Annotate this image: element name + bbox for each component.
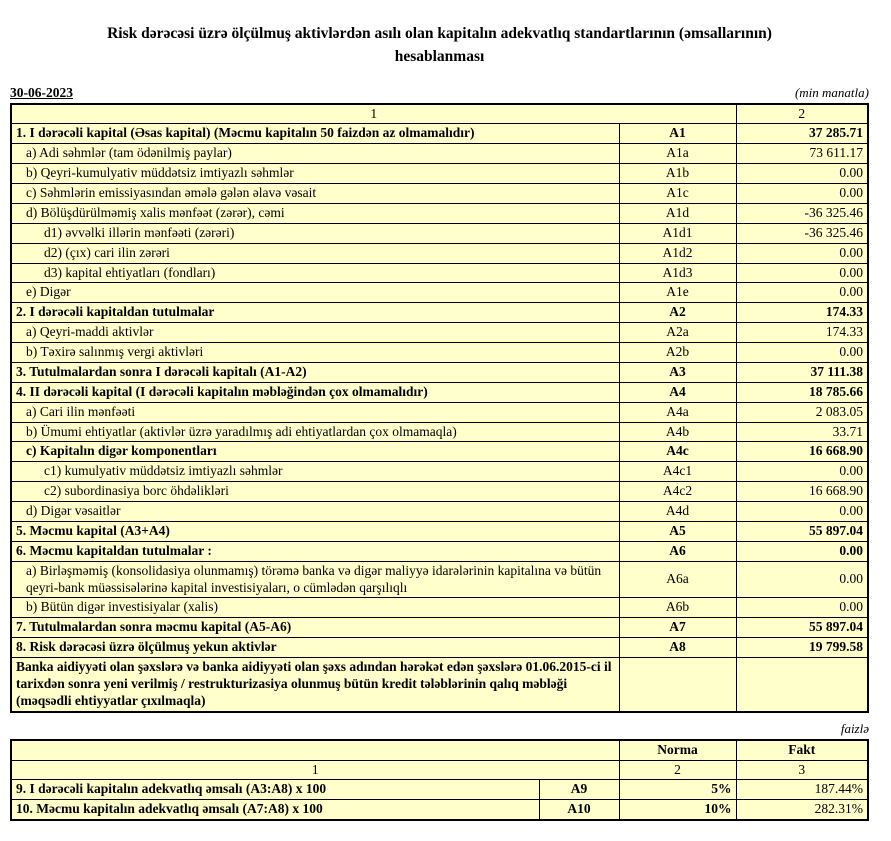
row-value: 0.00	[736, 502, 868, 522]
table-row	[11, 164, 868, 184]
row-label: 6. Məcmu kapitaldan tutulmalar :	[11, 541, 619, 561]
row-label: 7. Tutulmalardan sonra məcmu kapital (A5-A6)	[11, 618, 619, 638]
row-label: 3. Tutulmalardan sonra I dərəcəli kapitalı (A1-A2)	[11, 362, 619, 382]
capital-table-header-row	[11, 104, 868, 124]
report-date: 30-06-2023	[10, 84, 73, 100]
table-row	[11, 502, 868, 522]
row-code: A6a	[619, 561, 736, 598]
table-row	[11, 243, 868, 263]
row-code: A1c	[619, 184, 736, 204]
row-label: c1) kumulyativ müddətsiz imtiyazlı səhmlər	[11, 462, 619, 482]
row-label: b) Təxirə salınmış vergi aktivləri	[11, 343, 619, 363]
row-value: 174.33	[736, 303, 868, 323]
capital-table	[10, 103, 869, 713]
table-row	[11, 362, 868, 382]
row-label: e) Digər	[11, 283, 619, 303]
row-code: A1d1	[619, 223, 736, 243]
row-value	[736, 658, 868, 712]
ratio-table	[10, 739, 869, 822]
row-label: d3) kapital ehtiyatları (fondları)	[11, 263, 619, 283]
row-code: A4a	[619, 402, 736, 422]
capital-table-body	[11, 124, 868, 712]
ratio-column-header-1: 1	[11, 760, 619, 780]
row-label: a) Birləşməmiş (konsolidasiya olunmamış) törəmə banka və digər maliyyə idarələrinin kapitalına və bütün qeyri-bank müəssisələrinə kapital investisiyaları, o cümlədən qarşılıqlı	[11, 561, 619, 598]
table-row	[11, 442, 868, 462]
row-code: A1	[619, 124, 736, 144]
table-row	[11, 541, 868, 561]
row-code: A6	[619, 541, 736, 561]
table-row	[11, 598, 868, 618]
row-value: 37 285.71	[736, 124, 868, 144]
table-row	[11, 203, 868, 223]
row-value: 16 668.90	[736, 482, 868, 502]
row-code: A2	[619, 303, 736, 323]
row-code: A1e	[619, 283, 736, 303]
row-value: 0.00	[736, 164, 868, 184]
ratio-table-group-header-row	[11, 740, 868, 760]
row-label: 4. II dərəcəli kapital (I dərəcəli kapitalın məbləğindən çox olmamalıdır)	[11, 382, 619, 402]
row-code	[619, 658, 736, 712]
row-label: Banka aidiyyəti olan şəxslərə və banka aidiyyəti olan şəxs adından hərəkət edən şəxslərə 01.06.2015-ci il tarixdən sonra yeni verilmiş / restrukturizasiya olunmuş bütün kredit tələblərinin qalıq məbləği (məqsədli ehtiyyatlar çıxılmaqla)	[11, 658, 619, 712]
row-value: 55 897.04	[736, 618, 868, 638]
row-code: A4	[619, 382, 736, 402]
table-row	[11, 382, 868, 402]
percent-note: faizlə	[840, 720, 869, 736]
row-code: A10	[539, 800, 619, 820]
row-code: A2b	[619, 343, 736, 363]
table-row	[11, 402, 868, 422]
row-code: A1d2	[619, 243, 736, 263]
row-value: 0.00	[736, 243, 868, 263]
page-title-line1: Risk dərəcəsi üzrə ölçülmuş aktivlərdən asılı olan kapitalın adekvatlıq standartlarının (əmsallarının)	[107, 25, 772, 42]
row-label: b) Ümumi ehtiyatlar (aktivlər üzrə yaradılmış adi ehtiyatlardan çox olmamaqla)	[11, 422, 619, 442]
row-code: A8	[619, 638, 736, 658]
table-row	[11, 303, 868, 323]
row-norma: 5%	[619, 780, 736, 800]
empty-header-cell	[11, 740, 619, 760]
row-label: a) Cari ilin mənfəəti	[11, 402, 619, 422]
table-row	[11, 618, 868, 638]
table-row	[11, 780, 868, 800]
row-value: 2 083.05	[736, 402, 868, 422]
table-row	[11, 223, 868, 243]
row-label: b) Qeyri-kumulyativ müddətsiz imtiyazlı səhmlər	[11, 164, 619, 184]
table-row	[11, 462, 868, 482]
fakt-header: Fakt	[736, 740, 868, 760]
page-title	[30, 22, 849, 69]
row-norma: 10%	[619, 800, 736, 820]
table-row	[11, 124, 868, 144]
row-fakt: 187.44%	[736, 780, 868, 800]
row-code: A3	[619, 362, 736, 382]
row-value: 37 111.38	[736, 362, 868, 382]
table-row	[11, 561, 868, 598]
table-row	[11, 323, 868, 343]
row-value: 0.00	[736, 462, 868, 482]
row-value: 0.00	[736, 283, 868, 303]
table-row	[11, 283, 868, 303]
page-title-line2: hesablanması	[394, 48, 485, 66]
column-header-1: 1	[11, 104, 736, 124]
row-code: A9	[539, 780, 619, 800]
row-value: 19 799.58	[736, 638, 868, 658]
row-label: d) Digər vəsaitlər	[11, 502, 619, 522]
row-label: 8. Risk dərəcəsi üzrə ölçülmuş yekun aktivlər	[11, 638, 619, 658]
row-code: A2a	[619, 323, 736, 343]
row-value: 0.00	[736, 598, 868, 618]
row-code: A4c	[619, 442, 736, 462]
row-value: 18 785.66	[736, 382, 868, 402]
row-code: A1d3	[619, 263, 736, 283]
meta-row	[10, 85, 869, 101]
table-row	[11, 422, 868, 442]
row-label: d2) (çıx) cari ilin zərəri	[11, 243, 619, 263]
row-label: 10. Məcmu kapitalın adekvatlıq əmsalı (A7:A8) x 100	[11, 800, 539, 820]
row-label: a) Qeyri-maddi aktivlər	[11, 323, 619, 343]
row-label: 2. I dərəcəli kapitaldan tutulmalar	[11, 303, 619, 323]
row-code: A4b	[619, 422, 736, 442]
row-value: 0.00	[736, 184, 868, 204]
table-row	[11, 263, 868, 283]
row-label: c) Kapitalın digər komponentları	[11, 442, 619, 462]
row-value: 33.71	[736, 422, 868, 442]
row-code: A1b	[619, 164, 736, 184]
row-code: A4d	[619, 502, 736, 522]
row-value: 0.00	[736, 343, 868, 363]
row-label: d1) əvvəlki illərin mənfəəti (zərəri)	[11, 223, 619, 243]
row-code: A1a	[619, 144, 736, 164]
row-label: d) Bölüşdürülməmiş xalis mənfəət (zərər), cəmi	[11, 203, 619, 223]
row-label: 5. Məcmu kapital (A3+A4)	[11, 521, 619, 541]
unit-note: (min manatla)	[794, 84, 869, 100]
row-code: A1d	[619, 203, 736, 223]
row-value: -36 325.46	[736, 223, 868, 243]
row-fakt: 282.31%	[736, 800, 868, 820]
row-value: 0.00	[736, 561, 868, 598]
row-label: b) Bütün digər investisiyalar (xalis)	[11, 598, 619, 618]
row-code: A4c2	[619, 482, 736, 502]
row-label: 9. I dərəcəli kapitalın adekvatlıq əmsalı (A3:A8) x 100	[11, 780, 539, 800]
row-code: A6b	[619, 598, 736, 618]
norma-header: Norma	[619, 740, 736, 760]
row-value: 0.00	[736, 541, 868, 561]
row-value: 55 897.04	[736, 521, 868, 541]
row-label: c2) subordinasiya borc öhdəlikləri	[11, 482, 619, 502]
table-row	[11, 343, 868, 363]
table-row	[11, 144, 868, 164]
column-header-2: 2	[736, 104, 868, 124]
table-row	[11, 658, 868, 712]
row-value: 0.00	[736, 263, 868, 283]
row-value: 174.33	[736, 323, 868, 343]
table-row	[11, 482, 868, 502]
ratio-table-number-header-row	[11, 760, 868, 780]
row-label: 1. I dərəcəli kapital (Əsas kapital) (Məcmu kapitalın 50 faizdən az olmamalıdır)	[11, 124, 619, 144]
row-code: A4c1	[619, 462, 736, 482]
ratio-table-body	[11, 780, 868, 820]
table-row	[11, 638, 868, 658]
row-value: 73 611.17	[736, 144, 868, 164]
table-row	[11, 800, 868, 820]
row-label: c) Səhmlərin emissiyasından əmələ gələn əlavə vəsait	[11, 184, 619, 204]
row-value: 16 668.90	[736, 442, 868, 462]
table-row	[11, 521, 868, 541]
row-code: A5	[619, 521, 736, 541]
row-code: A7	[619, 618, 736, 638]
row-value: -36 325.46	[736, 203, 868, 223]
ratio-column-header-3: 3	[736, 760, 868, 780]
ratio-column-header-2: 2	[619, 760, 736, 780]
table-row	[11, 184, 868, 204]
row-label: a) Adi səhmlər (tam ödənilmiş paylar)	[11, 144, 619, 164]
